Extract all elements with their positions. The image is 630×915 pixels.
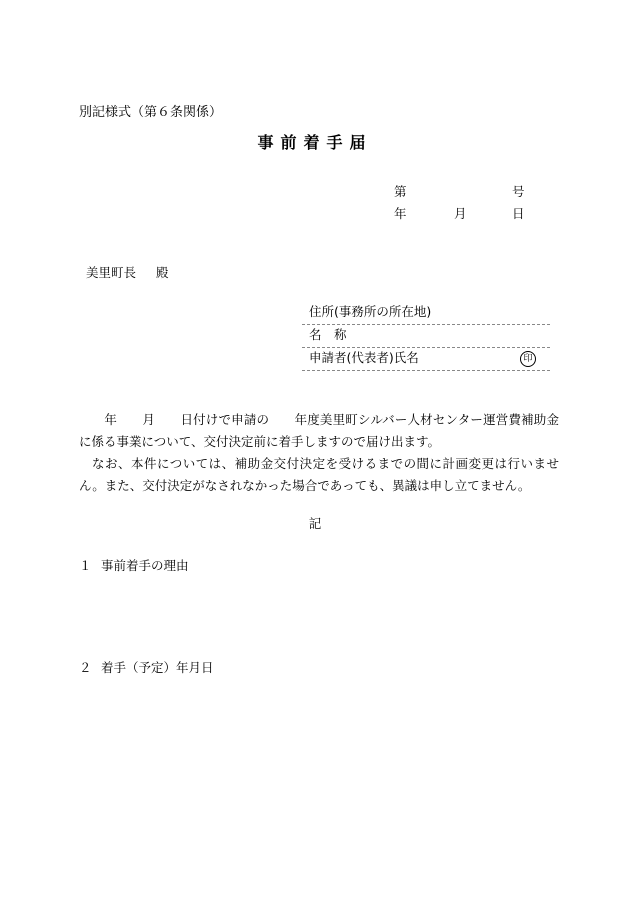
date-month: 月	[454, 206, 467, 221]
doc-number-dai: 第	[394, 184, 407, 199]
date-day: 日	[512, 206, 525, 221]
address-row	[302, 302, 550, 325]
ki-heading: 記	[308, 516, 322, 531]
addressee-name: 美里町長	[86, 265, 137, 280]
document-title: 事前着手届	[257, 133, 373, 152]
representative-row	[302, 348, 550, 371]
form-reference: 別記様式（第６条関係）	[79, 105, 223, 120]
address-label: 住所(事務所の所在地)	[309, 304, 432, 319]
item-1-label: 事前着手の理由	[101, 558, 189, 573]
item-2-number: ２	[79, 660, 92, 675]
body-paragraph-2: なお、本件については、補助金交付決定を受けるまでの間に計画変更は行いません。また、交付決定がなされなかった場合であっても、異議は申し立てません。	[79, 456, 559, 493]
date-year: 年	[394, 206, 407, 221]
representative-label: 申請者(代表者)氏名	[309, 350, 419, 365]
name-label: 名 称	[309, 327, 347, 342]
item-1-number: １	[79, 558, 92, 573]
body-text	[79, 409, 559, 497]
seal-mark: 印	[520, 351, 536, 367]
item-2-label: 着手（予定）年月日	[101, 660, 214, 675]
body-paragraph-1: 年 月 日付けで申請の 年度美里町シルバー人材センター運営費補助金に係る事業について、交付決定前に着手しますので届け出ます。	[79, 412, 559, 449]
doc-number-go: 号	[512, 184, 525, 199]
addressee-honorific: 殿	[156, 265, 169, 280]
name-row	[302, 325, 550, 348]
